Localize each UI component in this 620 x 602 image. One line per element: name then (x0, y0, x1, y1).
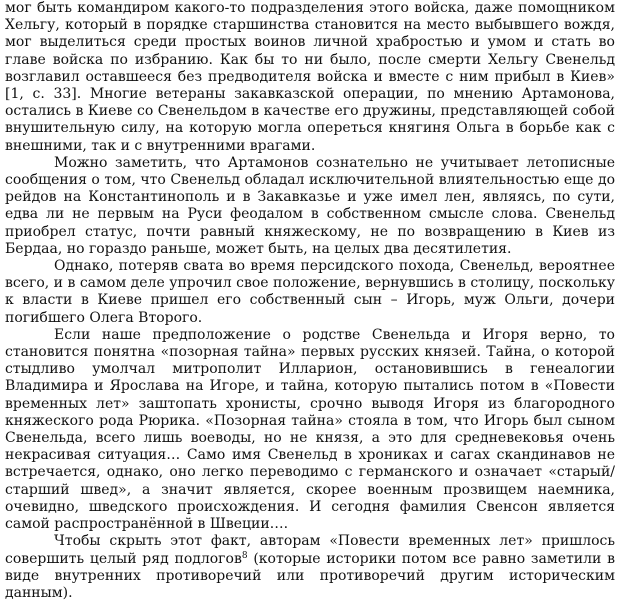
paragraph-4: Если наше предположение о родстве Свенельда и Игоря верно, то становится понятна «позорная тайна» первых русских князей. Тайна, о которой стыдливо умолчал митрополит Илларион, остановившись в генеалогии Владимира и Ярослава на Игоре, и тайна, которую пытались потом в «Повести временных лет» заштопать хронисты, срочно выводя Игоря из благородного княжеского рода Рюрика. «Позорная тайна» стояла в том, что Игорь был сыном Свенельда, всего лишь воеводы, но не князя, а это для средневековья очень некрасивая ситуация… Само имя Свенельд в хрониках и сагах скандинавов не встречается, однако, оно легко переводимо с германского и означает «старый/старший швед», а значит является, скорее военным прозвищем наемника, очевидно, шведского происхождения. И сегодня фамилия Свенсон является самой распространённой в Швеции…. (5, 326, 615, 533)
paragraph-5-text-after: (которые историки потом все равно заметили в виде внутренних противоречий или противоречий другим историческим данным). (5, 550, 615, 601)
paragraph-2: Можно заметить, что Артамонов сознательно не учитывает летописные сообщения о том, что Свенельд обладал исключительной влиятельностью еще до рейдов на Константинополь и в Закавказье и уже имел лен, являясь, по сути, едва ли не первым на Руси феодалом в собственном смысле слова. Свенельд приобрел статус, почти равный княжескому, не по возвращению в Киев из Бердаа, но гораздо раньше, может быть, на целых два десятилетия. (5, 154, 615, 257)
paragraph-3: Однако, потеряв свата во время персидского похода, Свенельд, вероятнее всего, и в самом деле упрочил свое положение, вернувшись в столицу, поскольку к власти в Киеве пришел его собственный сын – Игорь, муж Ольги, дочери погибшего Олега Второго. (5, 258, 615, 326)
footnote-reference[interactable]: 8 (241, 550, 248, 561)
paragraph-5-text-before: Чтобы скрыть этот факт, авторам «Повести временных лет» пришлось совершить целый ряд подлогов (5, 533, 615, 567)
paragraph-1: мог быть командиром какого-то подразделения этого войска, даже помощником Хельгу, который в порядке старшинства становится на место выбывшего вождя, мог выделиться среди простых воинов личной храбростью и умом и стать во главе войска по избранию. Как бы то ни было, после смерти Хельгу Свенельд возглавил оставшееся без предводителя войска и вместе с ним прибыл в Киев» [1, с. 33]. Многие ветераны закавказской операции, по мнению Артамонова, остались в Киеве со Свенельдом в качестве его дружины, представляющей собой внушительную силу, на которую могла опереться княгиня Ольга в борьбе как с внешними, так и с внутренними врагами. (5, 0, 615, 154)
paragraph-5 (5, 533, 615, 602)
